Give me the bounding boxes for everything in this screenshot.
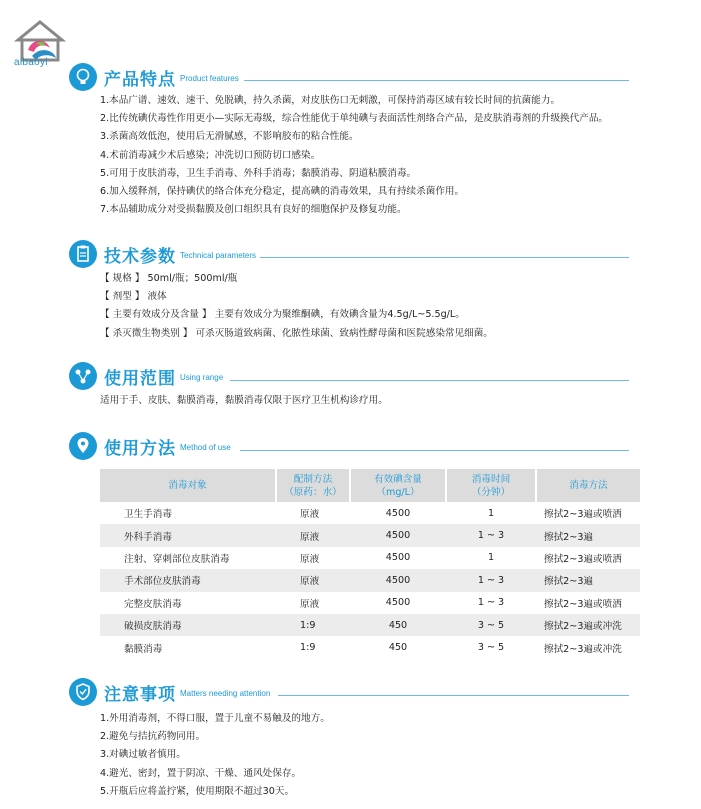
list-item: 2.避免与拮抗药物同用。 [100,731,206,743]
list-item: 1.外用消毒剂，不得口服，置于儿童不易触及的地方。 [100,713,330,724]
table-cell: 擦拭2~3遍或冲洗 [536,614,640,636]
list-item: 6.加入缓释剂，保持碘伏的络合体充分稳定，提高碘的消毒效果，具有持续杀菌作用。 [100,186,465,198]
scope-title: 使用范围 [104,369,176,389]
table-cell: 擦拭2~3遍或冲洗 [544,643,622,655]
list-item: 4.避光、密封，置于阴凉、干燥、通风处保存。 [100,767,302,779]
table-row [100,569,640,591]
table-cell: 卫生手消毒 [124,509,172,521]
scope-text: 适用于手、皮肤、黏膜消毒，黏膜消毒仅限于医疗卫生机构诊疗用。 [100,395,388,406]
features-list [100,92,660,219]
params-subtitle: Technical parameters [180,251,257,260]
location-pin-icon [69,432,97,460]
table-cell: 1 [487,552,495,564]
lightbulb-icon [69,63,97,91]
list-item: 4.术前消毒减少术后感染；冲洗切口预防切口感染。 [100,149,321,161]
table-cell: 擦拭2~3遍或喷洒 [544,509,622,521]
usage-table [100,469,640,659]
table-cell: 原液 [276,569,350,591]
table-cell: 完整皮肤消毒 [124,598,182,610]
table-row [100,547,640,569]
table-cell: 1 ~ 3 [446,524,536,546]
list-item: 3.杀菌高效低泡，使用后无滑腻感，不影响胶布的粘合性能。 [100,131,359,143]
list-item: 2.比传统碘伏毒性作用更小—实际无毒级，综合性能优于单纯碘与表面活性剂络合产品，是皮肤消毒剂的升级换代产品。 [100,113,609,125]
features-divider [244,80,629,81]
notes-list [100,710,660,801]
features-title: 产品特点 [104,70,176,90]
table-cell: 注射、穿刺部位皮肤消毒 [124,553,230,565]
table-cell: 手术部位皮肤消毒 [100,569,276,591]
table-row [100,524,640,546]
table-cell: 擦拭2~3遍 [536,569,640,591]
table-cell: 1 ~ 3 [446,569,536,591]
params-list [100,270,660,343]
params-title: 技术参数 [104,247,176,267]
table-row [100,592,640,614]
method-title: 使用方法 [104,439,176,459]
table-cell: 4500 [385,552,411,564]
table-cell: 原液 [300,553,320,565]
table-row [100,636,640,658]
table-row [100,502,640,524]
table-cell: 原液 [276,524,350,546]
table-row [100,614,640,636]
table-cell: 黏膜消毒 [124,643,163,655]
table-cell: 3 ~ 5 [477,642,505,654]
network-icon [69,362,97,390]
method-divider [240,450,629,451]
table-cell: 450 [388,642,408,654]
shield-icon [69,678,97,706]
table-cell: 4500 [350,524,446,546]
table-cell: 4500 [385,597,411,609]
notes-subtitle: Matters needing attention [180,689,271,698]
table-cell: 450 [350,614,446,636]
table-cell: 4500 [385,507,411,519]
table-cell: 外科手消毒 [100,524,276,546]
table-cell: 1:9 [276,614,350,636]
scope-subtitle: Using range [180,373,224,382]
notes-divider [278,695,629,696]
column-header: 消毒对象 [100,469,276,502]
table-cell: 擦拭2~3遍 [536,524,640,546]
table-cell: 3 ~ 5 [446,614,536,636]
list-item: 7.本品辅助成分对受损黏膜及创口组织具有良好的细胞保护及修复功能。 [100,204,407,216]
list-item: 【 主要有效成分及含量 】 主要有效成分为聚维酮碘，有效碘含量为4.5g/L~5.5g/L。 [100,309,465,321]
scope-divider [230,380,629,381]
table-cell: 破损皮肤消毒 [100,614,276,636]
table-cell: 1 [487,507,495,519]
list-item: 5.可用于皮肤消毒，卫生手消毒、外科手消毒；黏膜消毒、阴道粘膜消毒。 [100,167,417,179]
notes-title: 注意事项 [104,685,176,705]
table-cell: 原液 [300,509,320,521]
method-subtitle: Method of use [180,443,231,452]
column-header: 消毒方法 [536,469,640,502]
column-header: 配制方法 （原药：水） [276,469,350,502]
table-cell: 1 ~ 3 [477,597,505,609]
features-subtitle: Product features [180,74,239,83]
clipboard-icon [69,240,97,268]
column-header: 消毒时间 （分钟） [446,469,536,502]
column-header: 有效碘含量 （mg/L） [350,469,446,502]
table-cell: 原液 [300,598,320,610]
list-item: 3.对碘过敏者慎用。 [100,749,186,761]
table-header-row [100,469,640,502]
table-cell: 1:9 [300,642,316,654]
table-cell: 4500 [350,569,446,591]
params-divider [260,257,629,258]
list-item: 【 规格 】 50ml/瓶；500ml/瓶 [100,273,238,284]
table-cell: 擦拭2~3遍或喷洒 [544,598,622,610]
table-cell: 擦拭2~3遍或喷洒 [544,553,622,565]
list-item: 5.开瓶后应将盖拧紧，使用期限不超过30天。 [100,785,295,797]
list-item: 【 剂型 】 液体 [100,291,167,303]
list-item: 【 杀灭微生物类别 】 可杀灭肠道致病菌、化脓性球菌、致病性酵母菌和医院感染常见细菌。 [100,327,493,339]
brand-name: aibaoyl [14,57,48,68]
list-item: 1.本品广谱、速效、速干、免脱碘，持久杀菌，对皮肤伤口无刺激，可保持消毒区域有较长时间的抗菌能力。 [100,95,561,106]
